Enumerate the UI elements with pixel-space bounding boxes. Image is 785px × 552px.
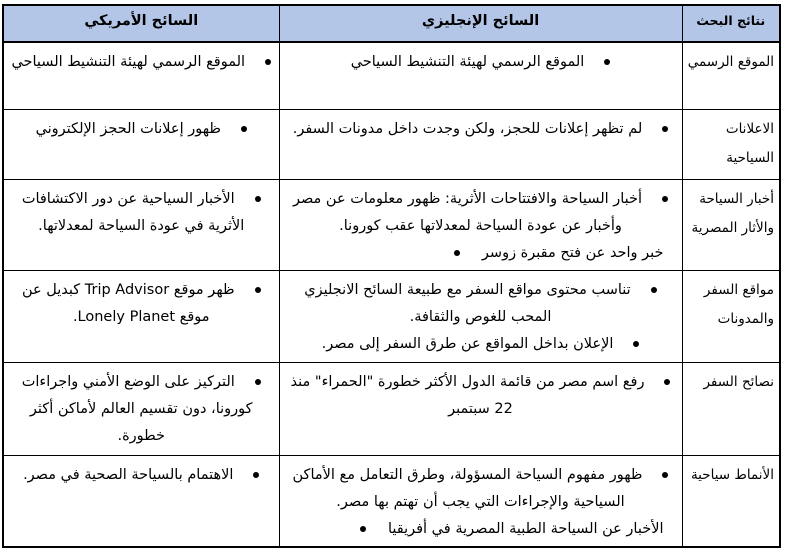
list-item	[286, 277, 676, 331]
cell-english	[279, 109, 682, 179]
bullet-icon	[662, 472, 668, 478]
list-item	[286, 116, 676, 143]
bullet-icon	[604, 59, 610, 65]
bullet-icon	[651, 287, 657, 293]
list-item	[286, 462, 676, 516]
bullet-icon	[662, 196, 668, 202]
header-search-results: نتائج البحث	[682, 5, 780, 42]
cell-english	[279, 455, 682, 547]
cell-english	[279, 270, 682, 362]
list-item	[10, 462, 273, 489]
list-item	[286, 49, 676, 76]
list-item	[10, 49, 273, 76]
table-row	[3, 455, 780, 547]
list-item	[286, 369, 676, 423]
item-text: خبر واحد عن فتح مقبرة زوسر	[481, 244, 664, 261]
category-tourism-patterns: الأنماط سياحية	[682, 455, 780, 547]
list-item	[10, 116, 273, 143]
bullet-icon	[253, 472, 259, 478]
item-text: تناسب محتوى مواقع السفر مع طبيعة السائح الانجليزي المحب للغوص والثقافة.	[304, 281, 631, 325]
list-item	[10, 277, 273, 331]
category-tourism-news: أخبار السياحة والأثار المصرية	[682, 179, 780, 270]
cell-american	[3, 270, 279, 362]
header-english-tourist: السائح الإنجليزي	[279, 5, 682, 42]
bullet-icon	[241, 126, 247, 132]
list-item	[286, 186, 676, 240]
item-text: ظهور إعلانات الحجز الإلكتروني	[35, 120, 221, 137]
list-item	[10, 369, 273, 450]
list-item	[286, 331, 676, 358]
cell-american	[3, 109, 279, 179]
cell-american	[3, 42, 279, 109]
bullet-icon	[633, 341, 639, 347]
bullet-icon	[265, 59, 271, 65]
bullet-icon	[664, 379, 670, 385]
bullet-icon	[255, 287, 261, 293]
item-text: لم تظهر إعلانات للحجز، ولكن وجدت داخل مدونات السفر.	[292, 120, 643, 137]
bullet-icon	[360, 526, 366, 532]
table-row	[3, 109, 780, 179]
table-row	[3, 362, 780, 455]
item-text: أخبار السياحة والافتتاحات الأثرية: ظهور معلومات عن مصر وأخبار عن عودة السياحة لمعدلاتها عقب كورونا.	[292, 190, 643, 234]
table-row	[3, 42, 780, 109]
cell-english	[279, 42, 682, 109]
item-text: الأخبار عن السياحة الطبية المصرية في أفريقيا	[387, 520, 664, 537]
cell-american	[3, 362, 279, 455]
list-item	[286, 240, 676, 267]
item-text: رفع اسم مصر من قائمة الدول الأكثر خطورة "الحمراء" منذ 22 سبتمبر	[290, 373, 645, 417]
list-item	[286, 516, 676, 543]
cell-american	[3, 179, 279, 270]
cell-american	[3, 455, 279, 547]
bullet-icon	[662, 126, 668, 132]
item-text: الأخبار السياحية عن دور الاكتشافات الأثرية في عودة السياحة لمعدلاتها.	[21, 190, 245, 234]
list-item	[10, 186, 273, 240]
bullet-icon	[255, 196, 261, 202]
item-text: الإعلان بداخل المواقع عن طرق السفر إلى مصر.	[321, 335, 614, 352]
header-american-tourist: السائح الأمريكي	[3, 5, 279, 42]
cell-english	[279, 362, 682, 455]
category-travel-sites: مواقع السفر والمدونات	[682, 270, 780, 362]
bullet-icon	[255, 379, 261, 385]
table-row	[3, 270, 780, 362]
comparison-table	[2, 4, 781, 548]
item-text: ظهر موقع Trip Advisor كبديل عن موقع Lonely Planet.	[21, 281, 235, 325]
item-text: الموقع الرسمي لهيئة التنشيط السياحي	[350, 54, 585, 70]
cell-english	[279, 179, 682, 270]
header-row	[3, 5, 780, 42]
item-text: الاهتمام بالسياحة الصحية في مصر.	[23, 466, 234, 483]
item-text: ظهور مفهوم السياحة المسؤولة، وطرق التعامل مع الأماكن السياحية والإجراءات التي يجب أن تهتم بها مصر.	[292, 466, 643, 510]
item-text: التركيز على الوضع الأمني واجراءات كورونا، دون تقسيم العالم لأماكن أكثر خطورة.	[21, 373, 253, 444]
item-text: الموقع الرسمي لهيئة التنشيط السياحي	[11, 54, 246, 70]
category-official-site: الموقع الرسمي	[682, 42, 780, 109]
category-travel-advice: نصائح السفر	[682, 362, 780, 455]
table-row	[3, 179, 780, 270]
category-tourism-ads: الاعلانات السياحية	[682, 109, 780, 179]
bullet-icon	[454, 250, 460, 256]
